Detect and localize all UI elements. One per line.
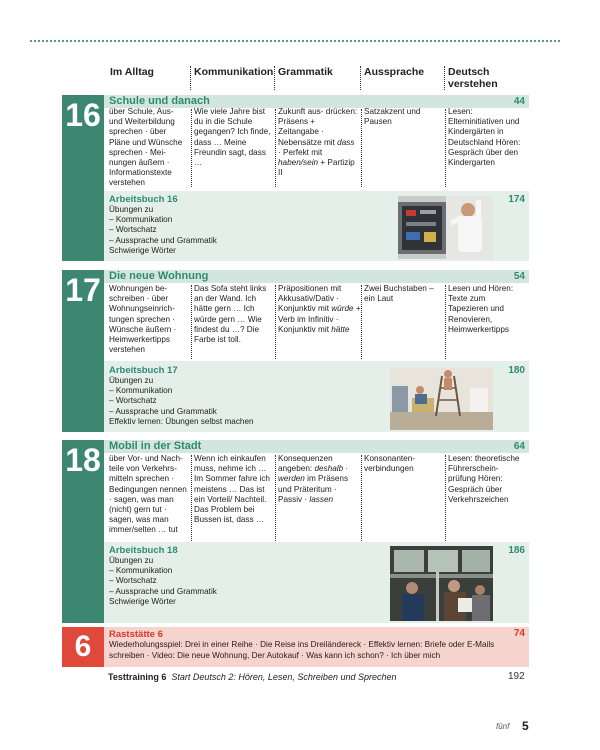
list-item: Übungen zu: [109, 556, 154, 565]
list-item: – Kommunikation: [109, 566, 173, 576]
column-header-alltag: Im Alltag: [110, 66, 154, 78]
testtraining-line: [108, 672, 397, 682]
unit-17: [62, 270, 529, 432]
column-header-grammatik: Grammatik: [278, 66, 333, 78]
workbook-list: [109, 376, 254, 427]
unit-number: 16: [65, 97, 101, 133]
workbook-list: [109, 205, 217, 256]
photo-worker-at-fusebox: [398, 196, 493, 259]
unit-title[interactable]: Mobil in der Stadt: [109, 440, 202, 452]
list-item: Übungen zu: [109, 376, 154, 385]
list-item: Schwierige Wörter: [109, 596, 176, 606]
grammatik-cell: Konsequenzen angeben: deshalb · werden im Präsens und Präteritum · Passiv · lassen: [278, 454, 349, 504]
workbook-list: [109, 556, 217, 607]
unit-title[interactable]: Schule und danach: [109, 95, 210, 107]
raststaette-title[interactable]: Raststätte 6: [109, 629, 163, 640]
aussprache-cell: Konsonanten- verbindungen: [364, 454, 415, 474]
kommunikation-cell: Wenn ich einkaufen muss, nehme ich … Im Sommer fahre ich meistens … Das ist ein Vorteil/ Nachteil. Das Problem bei Bussen ist, dass …: [194, 454, 270, 525]
unit-18: [62, 440, 529, 623]
column-separator: [275, 285, 276, 359]
list-item: Übungen zu: [109, 205, 154, 214]
column-separator: [191, 455, 192, 541]
header-separator: [274, 66, 275, 90]
unit-number: 17: [65, 272, 101, 308]
testtraining-text: Start Deutsch 2: Hören, Lesen, Schreiben und Sprechen: [171, 672, 397, 682]
raststaette-page: 74: [513, 628, 525, 639]
footer-page-word: fünf: [496, 722, 510, 731]
aussprache-cell: Satzakzent und Pausen: [364, 107, 421, 127]
column-header-kommunikation: Kommunikation: [194, 66, 274, 78]
raststaette-6: [62, 627, 529, 667]
alltag-cell: Wohnungen be- schreiben · über Wohnungseinrich- tungen sprechen · Wünsche äußern · Heimwerkertipps verstehen: [109, 284, 177, 355]
testtraining-page: 192: [508, 671, 525, 682]
column-separator: [361, 285, 362, 359]
raststaette-text: Wiederholungsspiel: Drei in einer Reihe · Die Reise ins Dreiländereck · Effektiv lernen: Briefe oder E-Mails schreiben · Video: Die neue Wohnung, Der Autokauf · Was kann ich schon? · Ich über mich: [109, 640, 495, 660]
column-separator: [191, 285, 192, 359]
unit-title[interactable]: Die neue Wohnung: [109, 270, 209, 282]
unit-page: 44: [513, 96, 525, 107]
list-item: – Wortschatz: [109, 225, 157, 235]
kommunikation-cell: Das Sofa steht links an der Wand. Ich hätte gern … Ich würde gern … Wie findest du …? Die Farbe ist toll.: [194, 284, 267, 345]
list-item: – Aussprache und Grammatik: [109, 406, 217, 416]
aussprache-cell: Zwei Buchstaben – ein Laut: [364, 284, 434, 304]
kommunikation-cell: Wie viele Jahre bist du in die Schule gegangen? Ich finde, dass … Meine Freundin sagt, dass …: [194, 107, 271, 168]
column-separator: [445, 109, 446, 187]
column-separator: [275, 455, 276, 541]
list-item: Schwierige Wörter: [109, 245, 176, 255]
verstehen-cell: Lesen: theoretische Führerschein- prüfung Hören: Gespräch über Verkehrszeichen: [448, 454, 520, 504]
unit-16: [62, 95, 529, 261]
column-separator: [445, 285, 446, 359]
list-item: – Kommunikation: [109, 215, 173, 225]
column-separator: [191, 109, 192, 187]
column-separator: [361, 455, 362, 541]
column-separator: [445, 455, 446, 541]
verstehen-cell: Lesen: Elterninitiativen und Kindergärten in Deutschland Hören: Gespräch über den Kindergarten: [448, 107, 521, 168]
workbook-page: 186: [508, 545, 525, 556]
unit-page: 64: [513, 441, 525, 452]
top-dotted-rule: [30, 40, 560, 42]
header-separator: [444, 66, 445, 90]
alltag-cell: über Vor- und Nach- teile von Verkehrs- mitteln sprechen · Bedingungen nennen · sagen, was man (nicht) gern tut · sagen, was man immer/selten … tut: [109, 454, 187, 535]
list-item: – Kommunikation: [109, 386, 173, 396]
list-item: – Wortschatz: [109, 396, 157, 406]
grammatik-cell: Zukunft aus- drücken: Präsens + Zeitangabe · Nebensätze mit dass · Perfekt mit haben/sein + Partizip II: [278, 107, 358, 178]
workbook-title[interactable]: Arbeitsbuch 17: [109, 365, 178, 376]
footer-page-number: 5: [522, 719, 529, 733]
workbook-page: 174: [508, 194, 525, 205]
workbook-title[interactable]: Arbeitsbuch 16: [109, 194, 178, 205]
header-separator: [360, 66, 361, 90]
grammatik-cell: Präpositionen mit Akkusativ/Dativ · Konjunktiv mit würde + Verb im Infinitiv · Konjunktiv mit hätte: [278, 284, 361, 334]
raststaette-number: 6: [74, 630, 92, 663]
alltag-cell: über Schule, Aus- und Weiterbildung sprechen · über Pläne und Wünsche sprechen · Mei- nungen äußern · Informationstexte verstehen: [109, 107, 183, 188]
photo-renovating-room: [390, 368, 493, 430]
column-header-aussprache: Aussprache: [364, 66, 425, 78]
list-item: – Aussprache und Grammatik: [109, 586, 217, 596]
verstehen-cell: Lesen und Hören: Texte zum Tapezieren und Renovieren, Heimwerkertipps: [448, 284, 514, 334]
list-item: Effektiv lernen: Übungen selbst machen: [109, 416, 254, 426]
column-separator: [275, 109, 276, 187]
list-item: – Wortschatz: [109, 576, 157, 586]
workbook-page: 180: [508, 365, 525, 376]
workbook-title[interactable]: Arbeitsbuch 18: [109, 545, 178, 556]
testtraining-label[interactable]: Testtraining 6: [108, 672, 167, 682]
unit-page: 54: [513, 271, 525, 282]
column-separator: [361, 109, 362, 187]
unit-number: 18: [65, 442, 101, 478]
column-header-deutsch-verstehen: Deutsch verstehen: [448, 66, 498, 90]
list-item: – Aussprache und Grammatik: [109, 235, 217, 245]
photo-people-in-train: [390, 546, 493, 621]
header-separator: [190, 66, 191, 90]
